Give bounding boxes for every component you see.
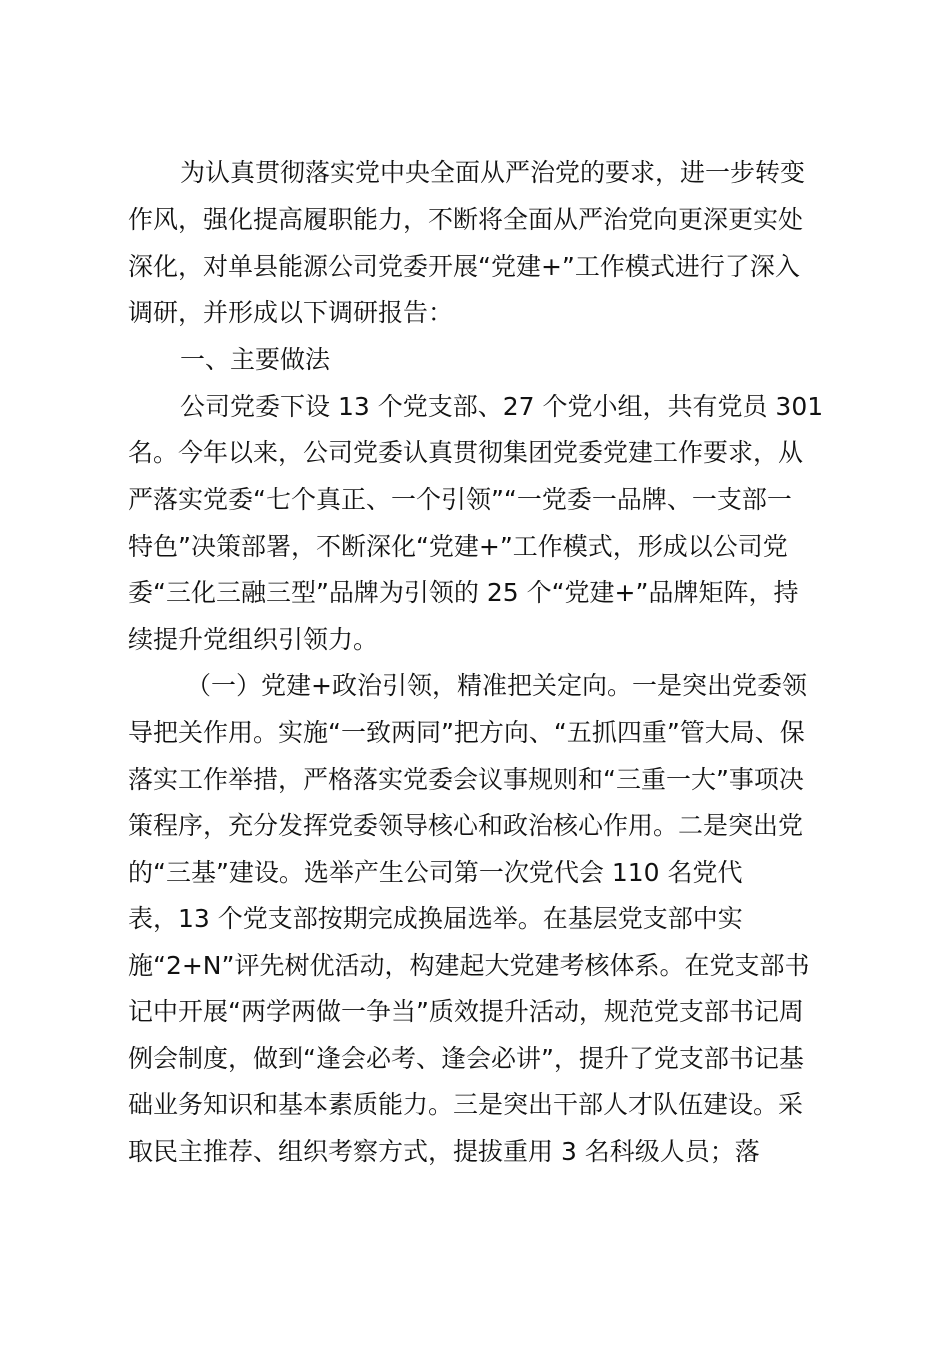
paragraph-line: 严落实党委“七个真正、一个引领”“一党委一品牌、一支部一 <box>128 485 792 514</box>
paragraph-line: 础业务知识和基本素质能力。三是突出干部人才队伍建设。采 <box>128 1090 804 1119</box>
paragraph-line: 导把关作用。实施“一致两同”把方向、“五抓四重”管大局、保 <box>128 718 805 747</box>
paragraph-line: 名。今年以来，公司党委认真贯彻集团党委党建工作要求，从 <box>128 438 804 467</box>
paragraph-line: 委“三化三融三型”品牌为引领的 25 个“党建+”品牌矩阵，持 <box>128 578 799 607</box>
paragraph-line: 作风，强化提高履职能力，不断将全面从严治党向更深更实处 <box>128 205 804 234</box>
paragraph-line: 特色”决策部署，不断深化“党建+”工作模式，形成以公司党 <box>128 532 788 561</box>
paragraph-line: 策程序，充分发挥党委领导核心和政治核心作用。二是突出党 <box>128 811 804 840</box>
paragraph-line: 记中开展“两学两做一争当”质效提升活动，规范党支部书记周 <box>128 997 804 1026</box>
paragraph-line: 的“三基”建设。选举产生公司第一次党代会 110 名党代 <box>128 858 743 887</box>
paragraph-line: 公司党委下设 13 个党支部、27 个党小组，共有党员 301 <box>180 392 824 421</box>
paragraph-line: 深化，对单县能源公司党委开展“党建+”工作模式进行了深入 <box>128 252 800 281</box>
paragraph-line: 例会制度，做到“逢会必考、逢会必讲”，提升了党支部书记基 <box>128 1044 804 1073</box>
paragraph-line: 续提升党组织引领力。 <box>128 625 379 654</box>
paragraph-line: 施“2+N”评先树优活动，构建起大党建考核体系。在党支部书 <box>128 951 810 980</box>
paragraph-line: 取民主推荐、组织考察方式，提拔重用 3 名科级人员；落 <box>128 1137 760 1166</box>
paragraph-line: 调研，并形成以下调研报告： <box>128 298 454 327</box>
paragraph-line: 为认真贯彻落实党中央全面从严治党的要求，进一步转变 <box>180 158 806 187</box>
paragraph-line: 表，13 个党支部按期完成换届选举。在基层党支部中实 <box>128 904 743 933</box>
paragraph-line: 落实工作举措，严格落实党委会议事规则和“三重一大”事项决 <box>128 765 804 794</box>
subsection-heading-line: （一）党建+政治引领，精准把关定向。一是突出党委领 <box>186 671 807 700</box>
section-heading: 一、主要做法 <box>180 345 331 374</box>
